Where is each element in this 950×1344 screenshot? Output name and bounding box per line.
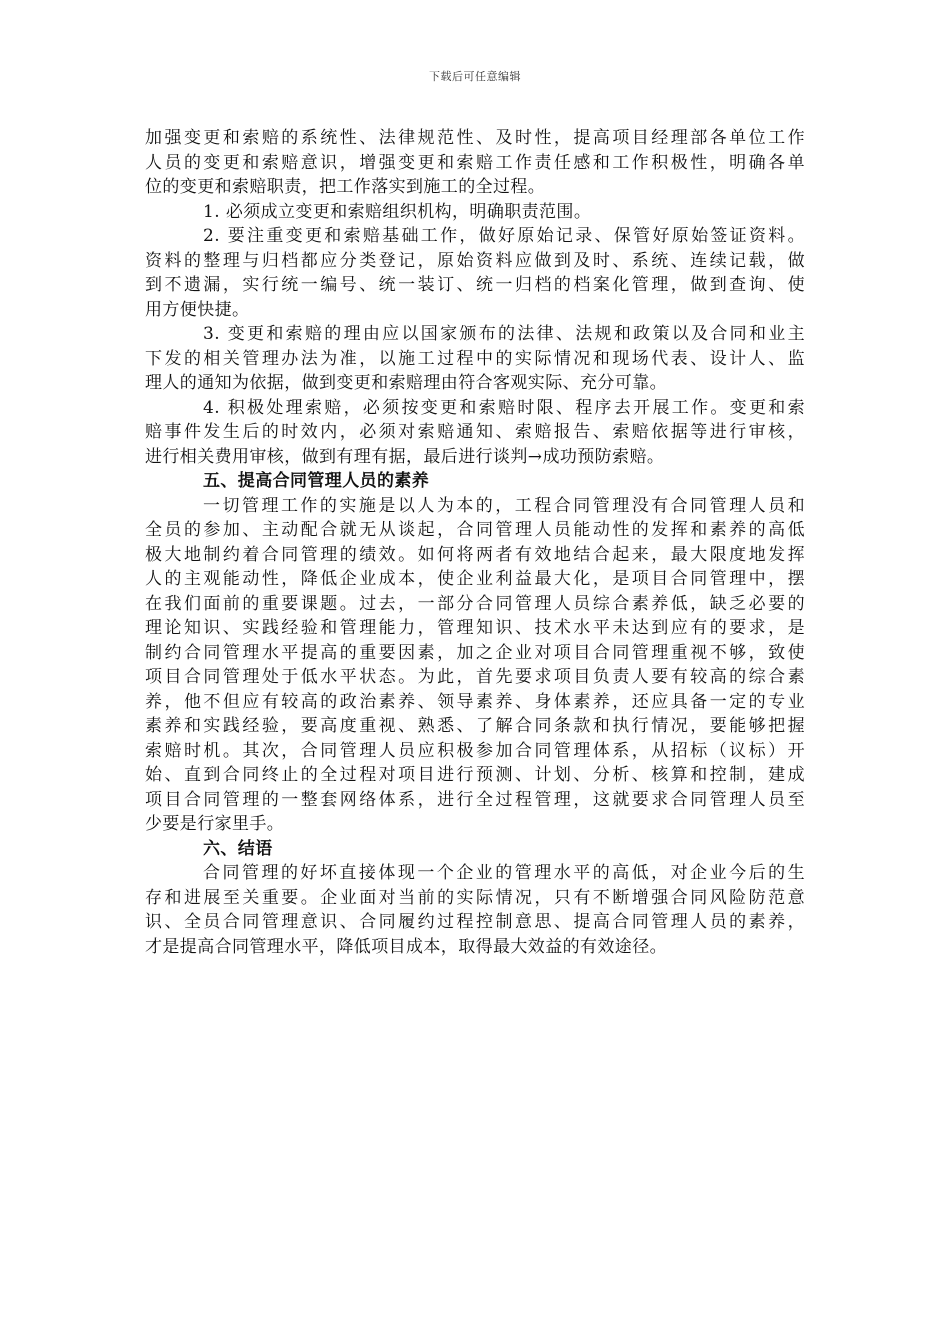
text-line: 素养和实践经验，要高度重视、熟悉、了解合同条款和执行情况，要能够把握 [145,716,805,736]
text-line: 极大地制约着合同管理的绩效。如何将两者有效地结合起来，最大限度地发挥 [145,544,805,565]
page-header: 下载后可任意编辑 [429,70,521,83]
text-line: 理人的通知为依据，做到变更和索赔理由符合客观实际、充分可靠。 [145,373,667,393]
text-line: 理论知识、实践经验和管理能力，管理知识、技术水平未达到应有的要求，是 [145,618,805,638]
document-body [145,126,805,959]
text-line: 位的变更和索赔职责，把工作落实到施工的全过程。 [145,177,546,197]
text-line: 养，他不但应有较高的政治素养、领导素养、身体素养，还应具备一定的专业 [145,691,805,712]
text-line: 索赔时机。其次，合同管理人员应积极参加合同管理体系，从招标（议标）开 [145,740,805,761]
text-line: 进行相关费用审核，做到有理有据，最后进行谈判→成功预防索赔。 [145,446,665,467]
text-line: 项目合同管理处于低水平状态。为此，首先要求项目负责人要有较高的综合素 [145,667,805,687]
section-heading-6: 六、结语 [203,838,273,859]
text-line: 始、直到合同终止的全过程对项目进行预测、计划、分析、核算和控制，建成 [145,765,805,785]
text-line: 人的主观能动性，降低企业成本，使企业利益最大化，是项目合同管理中，摆 [145,569,805,589]
list-item-3: 3. 变更和索赔的理由应以国家颁布的法律、法规和政策以及合同和业主 [203,324,805,344]
text-line: 下发的相关管理办法为准，以施工过程中的实际情况和现场代表、设计人、监 [145,348,805,369]
text-line: 资料的整理与归档都应分类登记，原始资料应做到及时、系统、连续记载，做 [145,250,805,271]
paragraph-line: 一切管理工作的实施是以人为本的，工程合同管理没有合同管理人员和 [203,495,805,516]
text-line: 加强变更和索赔的系统性、法律规范性、及时性，提高项目经理部各单位工作 [145,128,805,148]
text-line: 制约合同管理水平提高的重要因素，加之企业对项目合同管理重视不够，致使 [145,642,805,663]
list-item-1: 1. 必须成立变更和索赔组织机构，明确职责范围。 [203,201,592,222]
text-line: 全员的参加、主动配合就无从谈起，合同管理人员能动性的发挥和素养的高低 [145,520,805,540]
text-line: 项目合同管理的一整套网络体系，进行全过程管理，这就要求合同管理人员至 [145,789,805,810]
text-line: 用方便快捷。 [145,299,250,320]
text-line: 到不遗漏，实行统一编号、统一装订、统一归档的档案化管理，做到查询、使 [145,275,805,295]
text-line: 人员的变更和索赔意识，增强变更和索赔工作责任感和工作积极性，明确各单 [145,152,805,173]
text-line: 在我们面前的重要课题。过去，一部分合同管理人员综合素养低，缺乏必要的 [145,593,805,614]
list-item-2: 2. 要注重变更和索赔基础工作，做好原始记录、保管好原始签证资料。 [203,226,805,246]
section-heading-5: 五、提高合同管理人员的素养 [203,471,430,491]
text-line: 少要是行家里手。 [145,814,285,834]
text-line: 存和进展至关重要。企业面对当前的实际情况，只有不断增强合同风险防范意 [145,887,805,908]
paragraph-line: 合同管理的好坏直接体现一个企业的管理水平的高低，对企业今后的生 [203,863,805,883]
list-item-4: 4. 积极处理索赔，必须按变更和索赔时限、程序去开展工作。变更和索 [203,397,805,418]
text-line: 才是提高合同管理水平，降低项目成本，取得最大效益的有效途径。 [145,936,667,957]
text-line: 赔事件发生后的时效内，必须对索赔通知、索赔报告、索赔依据等进行审核， [145,422,805,442]
text-line: 识、全员合同管理意识、合同履约过程控制意思、提高合同管理人员的素养， [145,912,805,932]
